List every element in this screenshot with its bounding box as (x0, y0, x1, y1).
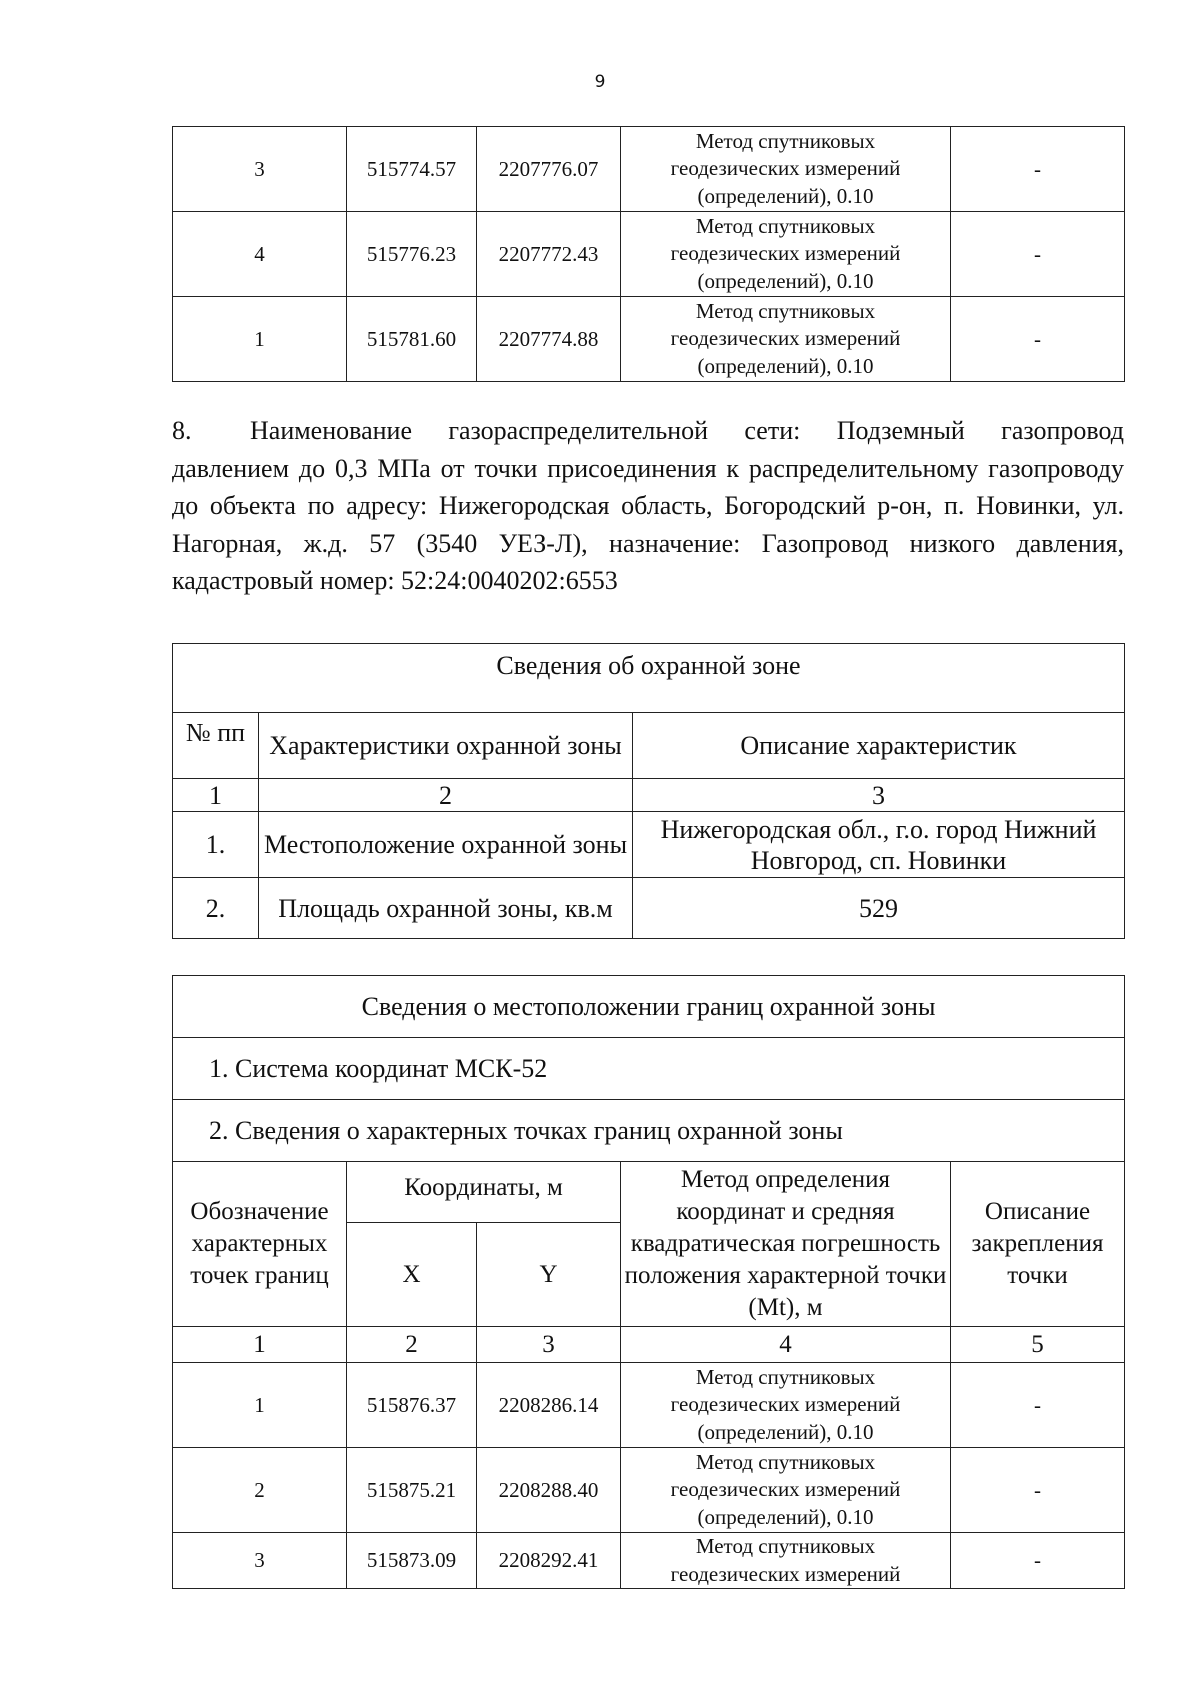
method-cell: Метод спутниковых геодезических измерений (621, 1533, 951, 1589)
point-cell: 4 (173, 212, 347, 297)
point-cell: 3 (173, 1533, 347, 1589)
header-number: № пп (173, 713, 259, 779)
index-row (173, 1327, 1125, 1363)
index-cell: 1 (173, 779, 259, 812)
protected-zone-table (172, 643, 1125, 939)
table-row (173, 297, 1125, 382)
index-cell: 2 (347, 1327, 477, 1363)
section-paragraph (172, 412, 1124, 600)
row-description: 529 (633, 878, 1125, 939)
header-method: Метод определения координат и средняя квадратическая погрешность положения характерной точки (Mt), м (621, 1162, 951, 1327)
index-cell: 3 (633, 779, 1125, 812)
row-number: 1. (173, 812, 259, 878)
method-cell: Метод спутниковых геодезических измерений (определений), 0.10 (621, 212, 951, 297)
table-row (173, 812, 1125, 878)
table-title: Сведения о местоположении границ охранной зоны (173, 976, 1125, 1038)
points-title: 2. Сведения о характерных точках границ охранной зоны (173, 1100, 1125, 1162)
x-cell: 515875.21 (347, 1448, 477, 1533)
table-header-row (173, 1162, 1125, 1223)
method-cell: Метод спутниковых геодезических измерений (определений), 0.10 (621, 297, 951, 382)
table-row (173, 212, 1125, 297)
desc-cell: - (951, 1363, 1125, 1448)
row-description: Нижегородская обл., г.о. город Нижний Новгород, сп. Новинки (633, 812, 1125, 878)
table-row (173, 1363, 1125, 1448)
y-cell: 2207776.07 (477, 127, 621, 212)
desc-cell: - (951, 1533, 1125, 1589)
header-characteristic: Характеристики охранной зоны (259, 713, 633, 779)
header-designation: Обозначение характерных точек границ (173, 1162, 347, 1327)
y-cell: 2207772.43 (477, 212, 621, 297)
page-number: 9 (594, 72, 606, 92)
y-cell: 2208286.14 (477, 1363, 621, 1448)
x-cell: 515873.09 (347, 1533, 477, 1589)
index-cell: 3 (477, 1327, 621, 1363)
section-text: Наименование газораспределительной сети: Подземный газопровод давлением до 0,3 МПа от точки присоединения к распределительному газопроводу до объекта по адресу: Нижегородская область, Богородский р-он, п. Новинки, ул. Нагорная, ж.д. 57 (3540 УЕЗ-Л), назначение: Газопровод низкого давления, кадастровый номер: 52:24:0040202:6553 (172, 416, 1124, 595)
desc-cell: - (951, 212, 1125, 297)
y-cell: 2207774.88 (477, 297, 621, 382)
y-cell: 2208292.41 (477, 1533, 621, 1589)
table-row (173, 878, 1125, 939)
index-row (173, 779, 1125, 812)
desc-cell: - (951, 127, 1125, 212)
table-row (173, 1533, 1125, 1589)
row-number: 2. (173, 878, 259, 939)
zone-boundaries-table (172, 975, 1125, 1589)
table-title-row (173, 644, 1125, 713)
header-description: Описание закрепления точки (951, 1162, 1125, 1327)
section-number: 8. (172, 416, 192, 445)
table-header-row (173, 713, 1125, 779)
y-cell: 2208288.40 (477, 1448, 621, 1533)
table-title-row (173, 976, 1125, 1038)
point-cell: 3 (173, 127, 347, 212)
method-cell: Метод спутниковых геодезических измерений (определений), 0.10 (621, 1363, 951, 1448)
coordinate-system-row (173, 1038, 1125, 1100)
table-row (173, 1448, 1125, 1533)
index-cell: 2 (259, 779, 633, 812)
desc-cell: - (951, 1448, 1125, 1533)
method-cell: Метод спутниковых геодезических измерений (определений), 0.10 (621, 127, 951, 212)
header-coordinates: Координаты, м (347, 1162, 621, 1223)
header-description: Описание характеристик (633, 713, 1125, 779)
index-cell: 4 (621, 1327, 951, 1363)
point-cell: 1 (173, 297, 347, 382)
index-cell: 1 (173, 1327, 347, 1363)
x-cell: 515876.37 (347, 1363, 477, 1448)
row-characteristic: Местоположение охранной зоны (259, 812, 633, 878)
points-table-continued (172, 126, 1125, 382)
row-characteristic: Площадь охранной зоны, кв.м (259, 878, 633, 939)
table-title: Сведения об охранной зоне (173, 644, 1125, 713)
x-cell: 515774.57 (347, 127, 477, 212)
header-x: X (347, 1223, 477, 1327)
desc-cell: - (951, 297, 1125, 382)
points-title-row (173, 1100, 1125, 1162)
point-cell: 2 (173, 1448, 347, 1533)
x-cell: 515781.60 (347, 297, 477, 382)
index-cell: 5 (951, 1327, 1125, 1363)
table-row (173, 127, 1125, 212)
header-y: Y (477, 1223, 621, 1327)
coordinate-system: 1. Система координат МСК-52 (173, 1038, 1125, 1100)
method-cell: Метод спутниковых геодезических измерений (определений), 0.10 (621, 1448, 951, 1533)
point-cell: 1 (173, 1363, 347, 1448)
x-cell: 515776.23 (347, 212, 477, 297)
